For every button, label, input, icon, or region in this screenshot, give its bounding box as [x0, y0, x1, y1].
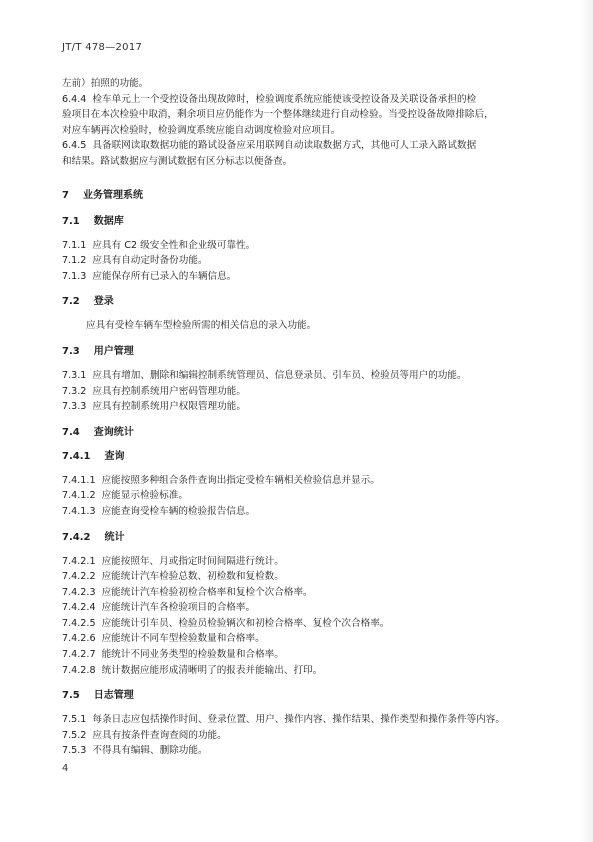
- clause-text: 应具有按条件查询查阅的功能。: [92, 729, 227, 741]
- clause-text: 应能统计引车员、检验员检验辆次和初检合格率、复检个次合格率。: [101, 617, 390, 629]
- clause: [62, 269, 538, 285]
- spacer: [62, 204, 538, 214]
- clause-text: 不得具有编辑、删除功能。: [92, 745, 208, 757]
- section-number: 7.3: [62, 345, 80, 357]
- spacer: [62, 170, 538, 188]
- spacer: [62, 360, 538, 368]
- spacer: [62, 415, 538, 425]
- clause: [62, 585, 538, 601]
- continuation-line: 和结果。路试数据应与测试数据有区分标志以便备查。: [62, 155, 293, 167]
- clause: [62, 473, 538, 489]
- clause-number: 7.4.2.8: [62, 664, 96, 676]
- spacer: [62, 441, 538, 449]
- spacer: [62, 310, 538, 318]
- clause: [62, 138, 538, 154]
- section-heading: [62, 214, 538, 230]
- clause-number: 7.4.2.6: [62, 633, 96, 645]
- spacer: [62, 678, 538, 688]
- clause-text: 应能查询受检车辆的检验报告信息。: [101, 505, 256, 517]
- standard-code: JT/T 478—2017: [62, 42, 143, 53]
- spacer: [62, 546, 538, 554]
- section-title: 登录: [93, 296, 114, 308]
- scan-edge-shadow: [579, 0, 593, 842]
- clause-number: 7.4.1.3: [62, 505, 96, 517]
- section-number: 7.1: [62, 215, 80, 227]
- clause-number: 7.5.3: [62, 745, 87, 757]
- section-heading: [62, 530, 538, 546]
- clause: [62, 504, 538, 520]
- clause-number: 7.5.1: [62, 714, 87, 726]
- spacer: [62, 284, 538, 294]
- spacer: [62, 334, 538, 344]
- section-heading: [62, 294, 538, 310]
- spacer: [62, 520, 538, 530]
- clause: [62, 554, 538, 570]
- page-number: 4: [62, 763, 69, 774]
- clause-number: 7.4.1.2: [62, 490, 96, 502]
- clause: [62, 728, 538, 744]
- clause-text: 能统计不同业务类型的检验数量和合格率。: [101, 649, 284, 661]
- section-title: 用户管理: [93, 345, 134, 357]
- clause-text: 应具有 C2 级安全性和企业级可靠性。: [92, 239, 256, 251]
- clause-text: 应能按照多种组合条件查询出指定受检车辆相关检验信息并显示。: [101, 474, 380, 486]
- clause-number: 7.3.1: [62, 369, 87, 381]
- clause: [62, 631, 538, 647]
- section-number: 7.4: [62, 426, 80, 438]
- section-heading: [62, 449, 538, 465]
- clause-text: 应能统计汽车检验总数、初检数和复检数。: [101, 571, 284, 583]
- section-title: 统计: [104, 531, 125, 543]
- clause-number: 7.4.2.4: [62, 602, 96, 614]
- clause: [62, 647, 538, 663]
- clause-text: 具备联网读取数据功能的路试设备应采用联网自动读取数据方式，其他可人工录入路试数据: [92, 140, 477, 152]
- clause: [62, 488, 538, 504]
- continuation-line: 左前）拍照的功能。: [62, 78, 149, 89]
- clause-number: 7.1.1: [62, 239, 87, 251]
- section-number: 7.5: [62, 690, 80, 702]
- clause-number: 6.4.4: [62, 93, 87, 105]
- clause-text: 应具有控制系统用户密码管理功能。: [92, 385, 246, 397]
- section-title: 业务管理系统: [82, 189, 143, 201]
- section-title: 数据库: [93, 215, 124, 227]
- clause: [62, 743, 538, 759]
- section-heading: [62, 425, 538, 441]
- section-number: 7.2: [62, 296, 80, 308]
- clause-text: 应能统计汽车各检验项目的合格率。: [101, 602, 256, 614]
- clause-number: 7.4.2.7: [62, 649, 96, 661]
- clause: [62, 238, 538, 254]
- clause-number: 7.3.3: [62, 401, 87, 413]
- indented-paragraph: 应具有受检车辆车型检验所需的相关信息的录入功能。: [86, 320, 317, 332]
- clause-text: 应具有增加、删除和编辑控制系统管理员、信息登录员、引车员、检验员等用户的功能。: [92, 369, 467, 381]
- section-number: 7: [62, 189, 69, 201]
- clause-number: 7.3.2: [62, 385, 87, 397]
- section-number: 7.4.1: [62, 450, 91, 462]
- clause: [62, 616, 538, 632]
- clause: [62, 569, 538, 585]
- clause: [62, 663, 538, 679]
- section-title: 日志管理: [93, 690, 134, 702]
- section-title: 查询: [104, 450, 125, 462]
- clause-text: 应能统计汽车检验初检合格率和复检个次合格率。: [101, 586, 313, 598]
- clause: [62, 399, 538, 415]
- section-heading: [62, 188, 538, 204]
- page-body: [62, 76, 538, 759]
- clause: [62, 600, 538, 616]
- clause-number: 7.5.2: [62, 729, 87, 741]
- clause-number: 7.1.2: [62, 255, 87, 267]
- clause-number: 7.1.3: [62, 270, 87, 282]
- clause-number: 7.4.2.3: [62, 586, 96, 598]
- clause: [62, 253, 538, 269]
- clause-text: 应能按照年、月或指定时间间隔进行统计。: [101, 555, 284, 567]
- clause-number: 6.4.5: [62, 140, 87, 152]
- clause: [62, 384, 538, 400]
- clause: [62, 712, 538, 728]
- clause-number: 7.4.2.1: [62, 555, 96, 567]
- section-heading: [62, 688, 538, 704]
- continuation-line: 验项目在本次检验中取消，剩余项目应仍能作为一个整体继续进行自动检验。当受控设备故障排除后，: [62, 109, 494, 121]
- section-heading: [62, 344, 538, 360]
- clause-text: 应具有控制系统用户权限管理功能。: [92, 401, 246, 413]
- continuation-line: 对应车辆再次检验时，检验调度系统应能自动调度检验对应项目。: [62, 124, 341, 136]
- clause-text: 统计数据应能形成清晰明了的报表并能输出、打印。: [101, 664, 323, 676]
- clause: [62, 92, 538, 108]
- clause-text: 应能统计不同车型检验数量和合格率。: [101, 633, 265, 645]
- clause-text: 应具有自动定时备份功能。: [92, 255, 208, 267]
- spacer: [62, 465, 538, 473]
- section-number: 7.4.2: [62, 531, 91, 543]
- clause-text: 应能显示检验标准。: [101, 490, 188, 502]
- spacer: [62, 704, 538, 712]
- clause-number: 7.4.1.1: [62, 474, 96, 486]
- clause-number: 7.4.2.5: [62, 617, 96, 629]
- clause-text: 应能保存所有已录入的车辆信息。: [92, 270, 237, 282]
- spacer: [62, 230, 538, 238]
- clause: [62, 368, 538, 384]
- clause-text: 每条日志应包括操作时间、登录位置、用户、操作内容、操作结果、操作类型和操作条件等内容。: [92, 714, 505, 726]
- clause-text: 检车单元上一个受控设备出现故障时，检验调度系统应能使该受控设备及关联设备承担的检: [92, 93, 477, 105]
- section-title: 查询统计: [93, 426, 134, 438]
- clause-number: 7.4.2.2: [62, 571, 96, 583]
